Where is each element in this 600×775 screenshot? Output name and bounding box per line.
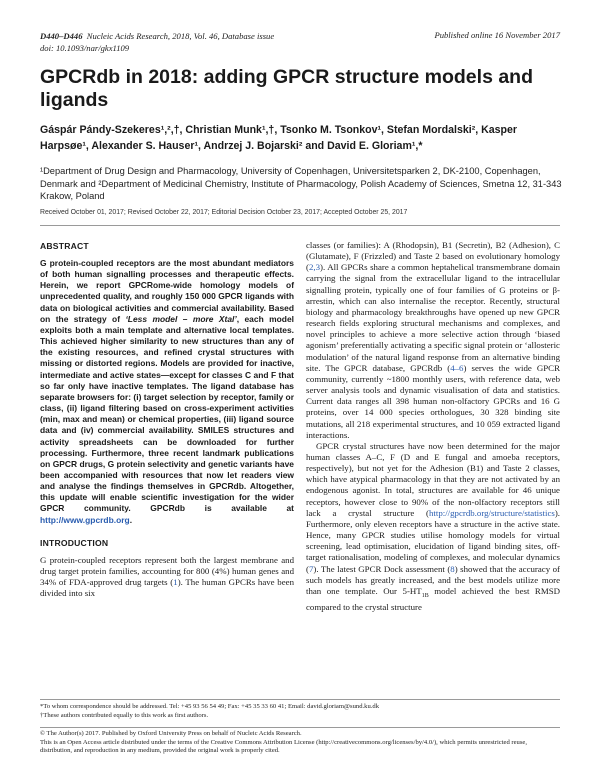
reference-link[interactable]: 4–6 xyxy=(450,362,464,373)
published-date: Published online 16 November 2017 xyxy=(434,30,560,40)
received-dates: Received October 01, 2017; Revised October 22, 2017; Editorial Decision October 23, 2017; Accepted October 25, 2017 xyxy=(40,209,408,216)
rc-text-1a: classes (or families): A (Rhodopsin), B1 (Secretin), B2 (Adhesion), C (Glutamate), F (Frizzled) and Taste 2 based on evolutionary homology ( xyxy=(306,240,560,273)
abstract-text xyxy=(40,258,294,526)
abstract-heading: ABSTRACT xyxy=(40,241,89,251)
rc-text-2e: model achieved the best RMSD compared to the crystal structure xyxy=(306,585,560,612)
page-range: D440–D446 xyxy=(40,31,83,41)
rc-text-2b: ). Furthermore, only eleven receptors have a structure in the active state. Hence, many GPCR studies utilise homology models for virtual screening, lead optimisation, elucidation of ligand binding sites, off-target rationalisation, modeling of complexes, and molecular dynamics ( xyxy=(306,507,560,574)
journal-citation: Nucleic Acids Research, 2018, Vol. 46, Database issue xyxy=(86,31,275,41)
abstract-emphasis: ‘Less model – more Xtal’ xyxy=(125,313,237,324)
abstract-end: . xyxy=(129,514,133,525)
right-paragraph-1 xyxy=(306,240,560,441)
right-column xyxy=(306,240,560,613)
subscript: 1B xyxy=(421,592,429,599)
copyright-line: © The Author(s) 2017. Published by Oxford University Press on behalf of Nucleic Acids Research. xyxy=(40,730,302,737)
rc-text-1c: ) serves the wide GPCR community, currently ~1800 monthly users, with reference data, web server analysis tools and dynamic visualisation of data and statistics. Current data ranges all 398 human non-olfactory GPCRs and 16 G proteins, over 14 000 species orthologues, 30 328 binding site mutations, all 218 experimental structures, and 10 059 extracted ligand interactions. xyxy=(306,362,560,440)
reference-link[interactable]: 8 xyxy=(450,563,455,574)
rc-text-1b: ). All GPCRs share a common heptahelical transmembrane domain carrying the signal from the extracellular ligand to the intracellular signalling protein, typically one of four families of G proteins or β-arrestin, which can also internalise the receptor. Recently, structural biology and pharmacology breakthroughs have opened up new GPCR research fields exploring structural mechanisms and complexes, and novel principles to achieve a more selective action through ‘biased agonism’ preferentially activating a specific signal protein or ‘allosteric modulation’ of the natural ligand response from an alternative binding site. The GPCR database, GPCRdb ( xyxy=(306,262,560,373)
reference-link[interactable]: 1 xyxy=(173,577,178,588)
introduction-heading: INTRODUCTION xyxy=(40,537,109,548)
right-paragraph-2 xyxy=(306,441,560,613)
reference-link[interactable]: 2,3 xyxy=(308,262,321,273)
license-block xyxy=(40,730,560,756)
abstract-part-1: G protein-coupled receptors are the most abundant mediators of both human signalling processes and therapeutic effects. Herein, we report GPCRome-wide homology models of unprecedented quality, and roughly 150 000 GPCR ligands with data on biological activities and commercial availability. Based on the strategy of xyxy=(40,258,294,324)
divider-license xyxy=(40,727,560,728)
license-text: This is an Open Access article distributed under the terms of the Creative Commons Attribution License (http://creativecommons.org/licenses/by/4.0/), which permits unrestricted reuse, distribution, and reproduction in any medium, provided the original work is properly cited. xyxy=(40,738,527,755)
introduction-paragraph xyxy=(40,555,294,600)
footnotes xyxy=(40,703,560,720)
divider-top xyxy=(40,225,560,226)
rc-text-2c: ). The latest GPCR Dock assessment ( xyxy=(313,563,451,574)
reference-link[interactable]: 7 xyxy=(308,563,314,574)
running-header-left xyxy=(40,30,274,54)
author-list: Gáspár Pándy-Szekeres¹,²,†, Christian Munk¹,†, Tsonko M. Tsonkov¹, Stefan Mordalski², Kasper Harpsøe¹, Alexander S. Hauser¹, Andrzej J. Bojarski² and David E. Gloriam¹,* xyxy=(40,124,518,152)
corresponding-author-note: *To whom correspondence should be addressed. Tel: +45 93 56 54 49; Fax: +45 35 33 60 41; Email: david.gloriam@sund.ku.dk xyxy=(40,703,379,710)
affiliations: ¹Department of Drug Design and Pharmacology, University of Copenhagen, Universitetsparken 2, DK-2100, Copenhagen, Denmark and ²Department of Medicinal Chemistry, Institute of Pharmacology, Polish Academy of Sciences, Smetna 12, 31-343 Krakow, Poland xyxy=(40,166,562,202)
rc-text-2d: ) showed that the accuracy of such models has greatly increased, and the best models utilize more than one template. Our 5-HT xyxy=(306,563,560,596)
left-column xyxy=(40,241,294,599)
doi[interactable]: doi: 10.1093/nar/gkx1109 xyxy=(40,43,130,53)
equal-contribution-note: †These authors contributed equally to this work as first authors. xyxy=(40,711,209,719)
structure-statistics-link[interactable]: http://gpcrdb.org/structure/statistics xyxy=(429,507,555,518)
article-title: GPCRdb in 2018: adding GPCR structure models and ligands xyxy=(40,66,533,111)
divider-footnotes xyxy=(40,699,560,700)
intro-text-1: G protein-coupled receptors represent both the largest membrane and drug target protein families, accounting for 800 (4%) human genes and 34% of FDA-approved drug targets ( xyxy=(40,554,294,588)
gpcrdb-link[interactable]: http://www.gpcrdb.org xyxy=(40,514,130,525)
intro-text-2: ). The human GPCRs have been divided into six xyxy=(40,577,294,599)
abstract-part-2: , each model exploits both a main template and alternative local templates. This achieved higher similarity to new structures than any of the existing resources, and refined crystal structures with missing or distorted regions. Models are provided for inactive, intermediate and active states—except for classes C and F that so far only have inactive templates. The ligand database has separate browsers for: (i) target selection by receptor, family or class, (ii) ligand filtering based on cross-experiment activities (min, max and mean) or chemical properties, (iii) ligand source data and (iv) commercial availability. SMILES structures and activity spreadsheets can be downloaded for further processing. Furthermore, three recent landmark publications on GPCR drugs, G protein selectivity and genetic variants have been accompanied with resources that now let readers view and analyse the findings themselves in GPCRdb. Altogether, this update will enable scientific investigation for the wider GPCR community. GPCRdb is available at xyxy=(40,313,294,514)
rc-text-2a: GPCR crystal structures have now been determined for the major human classes A–C, F (D and E fungal and amoeba receptors, respectively), but not yet for the Adhesion (B1) and Taste 2 classes, which have atypical pharmacology in that they are not activated by an endogenous agonist. In total, structures are available for 46 unique receptors, however close to 90% of the non-olfactory receptors still lack a crystal structure ( xyxy=(306,440,560,518)
